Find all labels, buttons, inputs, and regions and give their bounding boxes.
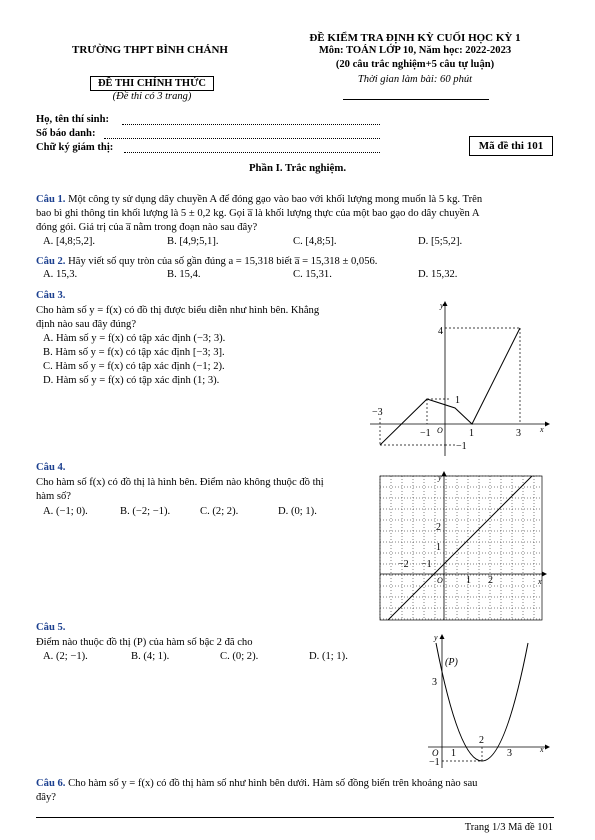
q4-option-b[interactable]: B. (−2; −1). xyxy=(120,506,171,517)
sign-field[interactable] xyxy=(124,141,380,153)
q5-option-b[interactable]: B. (4; 1). xyxy=(131,651,170,662)
q3-tick-m1x: −1 xyxy=(420,428,431,439)
q1-text-3: đóng gói. Giá trị của a̅ nằm trong đoạn nào sau đây? xyxy=(36,222,258,233)
q3-option-a[interactable]: A. Hàm số y = f(x) có tập xác định (−3; 3). xyxy=(43,333,226,344)
q5-x-arrow-icon xyxy=(545,745,550,750)
q1-number: Câu 1. xyxy=(36,194,66,205)
q5-tick-m1y: −1 xyxy=(429,757,440,768)
q3-number: Câu 3. xyxy=(36,290,66,301)
q2-option-a[interactable]: A. 15,3. xyxy=(43,269,78,280)
q5-y-label: y xyxy=(434,633,438,642)
q1-option-a[interactable]: A. [4,8;5,2]. xyxy=(43,236,96,247)
q4-option-d[interactable]: D. (0; 1). xyxy=(278,506,317,517)
q5-curve-label: (P) xyxy=(445,657,458,668)
q5-y-arrow-icon xyxy=(440,634,445,639)
q2-number: Câu 2. xyxy=(36,256,66,267)
name-field[interactable] xyxy=(122,113,380,125)
q4-x-label: x xyxy=(538,577,542,586)
q3-tick-3: 3 xyxy=(516,428,521,439)
q4-graph xyxy=(378,470,548,622)
q4-tick-m2: −2 xyxy=(398,559,409,570)
question-1 xyxy=(36,193,558,207)
time-line: Thời gian làm bài: 60 phút xyxy=(357,74,473,85)
q4-tick-2x: 2 xyxy=(488,575,493,586)
q5-number: Câu 5. xyxy=(36,622,66,633)
q4-x-arrow-icon xyxy=(542,572,547,577)
q5-text: Điểm nào thuộc đồ thị (P) của hàm số bậc 2 đã cho xyxy=(36,637,253,648)
q5-tick-1x: 1 xyxy=(451,748,456,759)
q4-frame xyxy=(380,476,542,620)
q5-x-label: x xyxy=(540,745,544,754)
q3-tick-1y: 1 xyxy=(455,395,460,406)
q4-tick-1x: 1 xyxy=(466,575,471,586)
q5-origin: O xyxy=(432,748,439,758)
question-2 xyxy=(36,255,377,269)
q4-text-1: Cho hàm số f(x) có đồ thị là hình bên. Điểm nào không thuộc đồ thị xyxy=(36,477,324,488)
subject-line: Môn: TOÁN LỚP 10, Năm học: 2022-2023 xyxy=(318,45,512,56)
q4-tick-1y: 1 xyxy=(436,542,441,553)
q2-option-b[interactable]: B. 15,4. xyxy=(167,269,201,280)
q3-tick-m1y: −1 xyxy=(456,441,467,452)
name-label: Họ, tên thí sinh: xyxy=(36,114,109,125)
official-label: ĐỀ THI CHÍNH THỨC xyxy=(90,76,214,91)
q5-option-c[interactable]: C. (0; 2). xyxy=(220,651,259,662)
q3-x-label: x xyxy=(540,425,544,434)
q1-text-1: Một công ty sử dụng dây chuyền A để đóng gạo vào bao với khối lượng mong muốn là 5 kg. Trên xyxy=(68,194,483,205)
q2-text: Hãy viết số quy tròn của số gần đúng a = 15,318 biết a̅ = 15,318 ± 0,056. xyxy=(68,256,378,267)
q4-line xyxy=(388,470,542,620)
q4-number: Câu 4. xyxy=(36,462,66,473)
q3-option-c[interactable]: C. Hàm số y = f(x) có tập xác định (−1; 2). xyxy=(43,361,225,372)
q5-graph xyxy=(420,630,552,770)
exam-title: ĐỀ KIỂM TRA ĐỊNH KỲ CUỐI HỌC KỲ 1 xyxy=(309,32,521,44)
header-rule xyxy=(343,99,489,100)
footer-rule xyxy=(36,817,554,818)
q4-origin: O xyxy=(437,576,443,585)
q5-option-a[interactable]: A. (2; −1). xyxy=(43,651,88,662)
q6-text-2: đây? xyxy=(36,792,56,803)
q5-option-d[interactable]: D. (1; 1). xyxy=(309,651,348,662)
q2-option-c[interactable]: C. 15,31. xyxy=(293,269,332,280)
q3-graph xyxy=(370,298,550,458)
q4-tick-2y: 2 xyxy=(436,522,441,533)
q6-number: Câu 6. xyxy=(36,778,66,789)
school-name: TRƯỜNG THPT BÌNH CHÁNH xyxy=(72,44,228,56)
q3-curve xyxy=(380,328,520,445)
q4-y-arrow-icon xyxy=(442,471,447,476)
q3-tick-1x: 1 xyxy=(469,428,474,439)
q1-text-2: bao bì ghi thông tin khối lượng là 5 ± 0,2 kg. Gọi a̅ là khối lượng thực của một bao gạo do dây chuyền A xyxy=(36,208,480,219)
q1-option-d[interactable]: D. [5;5,2]. xyxy=(418,236,463,247)
q3-text-2: định nào sau đây đúng? xyxy=(36,319,137,330)
exam-code: Mã đề thi 101 xyxy=(469,136,553,156)
q3-guide-lines xyxy=(380,328,520,445)
q4-grid xyxy=(380,476,542,620)
q4-y-label: y xyxy=(438,473,442,482)
q3-option-d[interactable]: D. Hàm số y = f(x) có tập xác định (1; 3). xyxy=(43,375,220,386)
format-line: (20 câu trắc nghiệm+5 câu tự luận) xyxy=(335,59,495,70)
q1-option-b[interactable]: B. [4,9;5,1]. xyxy=(167,236,219,247)
q6-text-1: Cho hàm số y = f(x) có đồ thị hàm số như hình bên dưới. Hàm số đồng biến trên khoảng nào sau xyxy=(68,778,478,789)
q3-tick-4: 4 xyxy=(438,326,443,337)
section-title: Phần I. Trắc nghiệm. xyxy=(248,162,347,174)
id-field[interactable] xyxy=(104,127,380,139)
q3-tick-m3: −3 xyxy=(372,407,383,418)
sign-label: Chữ ký giám thị: xyxy=(36,142,114,153)
q3-y-label: y xyxy=(440,301,444,310)
q5-tick-3x: 3 xyxy=(507,748,512,759)
q5-tick-2x: 2 xyxy=(479,735,484,746)
q3-text-1: Cho hàm số y = f(x) có đồ thị được biểu diễn như hình bên. Khẳng xyxy=(36,305,320,316)
q4-text-2: hàm số? xyxy=(36,491,72,502)
q3-origin: O xyxy=(437,426,443,435)
page-number: Trang 1/3 Mã đề 101 xyxy=(464,822,553,833)
q3-option-b[interactable]: B. Hàm số y = f(x) có tập xác định [−3; 3]. xyxy=(43,347,225,358)
q4-option-a[interactable]: A. (−1; 0). xyxy=(43,506,88,517)
id-label: Số báo danh: xyxy=(36,128,96,139)
q2-option-d[interactable]: D. 15,32. xyxy=(418,269,458,280)
q3-x-arrow-icon xyxy=(545,422,550,427)
q4-tick-m1: −1 xyxy=(421,559,432,570)
question-6 xyxy=(36,777,561,791)
pages-note: (Đề thi có 3 trang) xyxy=(112,91,192,102)
q5-tick-3y: 3 xyxy=(432,677,437,688)
q1-option-c[interactable]: C. [4,8;5]. xyxy=(293,236,337,247)
q4-option-c[interactable]: C. (2; 2). xyxy=(200,506,239,517)
